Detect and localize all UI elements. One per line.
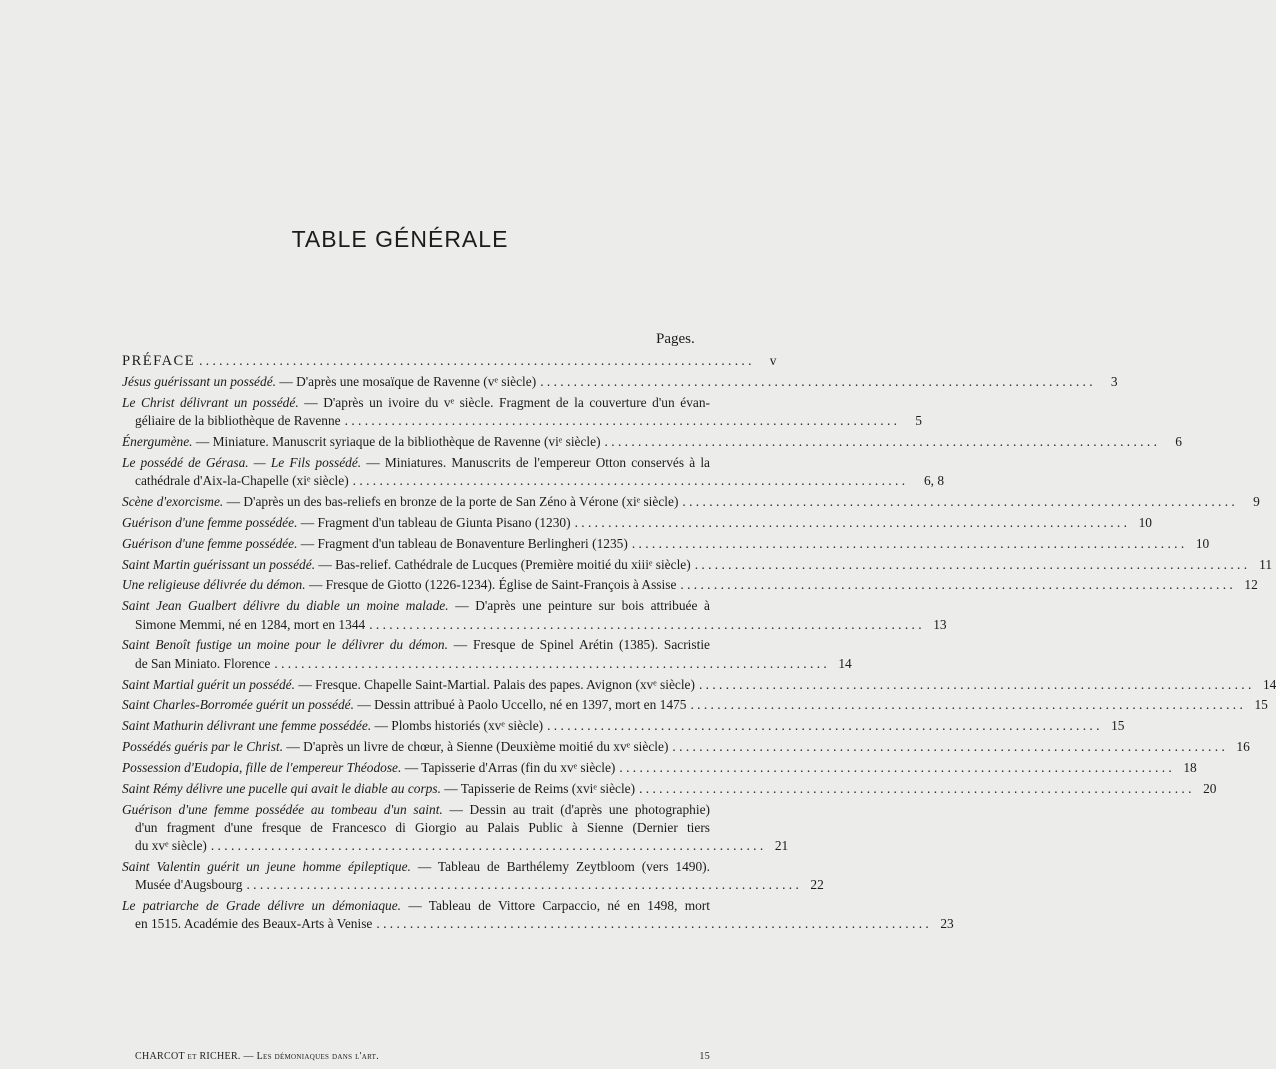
dot-leader — [690, 696, 1242, 714]
page-number: 6 — [1175, 433, 1182, 449]
dot-leader — [619, 759, 1171, 777]
page-number: 6, 8 — [923, 472, 945, 488]
page-number: 15 — [1254, 697, 1268, 713]
entry-description: — Tableau de Vittore Carpaccio, né en 1498, mort — [408, 898, 710, 914]
dot-leader — [211, 837, 763, 855]
dot-leader — [605, 433, 1157, 451]
entry-title: Une religieuse délivrée du démon. — [122, 577, 306, 593]
entry-title: Saint Valentin guérit un jeune homme épileptique. — [122, 859, 411, 875]
pages-column-label: Pages. — [656, 331, 695, 347]
entry-description: — Miniature. Manuscrit syriaque de la bibliothèque de Ravenne (viᵉ siècle) — [195, 433, 601, 449]
toc-entry — [122, 576, 1258, 594]
toc-entry — [122, 801, 789, 856]
dot-leader — [274, 655, 826, 673]
entry-title: Le possédé de Gérasa. — Le Fils possédé. — [122, 454, 362, 470]
entry-description: — Bas-relief. Cathédrale de Lucques (Première moitié du xiiiᵉ siècle) — [318, 556, 691, 572]
page-number: 10 — [1138, 514, 1152, 530]
entry-description: géliaire de la bibliothèque de Ravenne — [135, 412, 341, 428]
entry-description: d'un fragment d'une fresque de Francesco di Giorgio au Palais Public à Sienne (Dernier tiers — [135, 820, 710, 836]
entry-description: — D'après un des bas-reliefs en bronze de la porte de San Zéno à Vérone (xiᵉ siècle) — [226, 493, 679, 509]
entry-description: — Miniatures. Manuscrits de l'empereur Otton conservés à la — [366, 454, 710, 470]
table-of-contents — [122, 352, 1276, 936]
dot-leader — [680, 576, 1232, 594]
dot-leader — [353, 472, 905, 490]
entry-description: — D'après un ivoire du vᵉ siècle. Fragment de la couverture d'un évan- — [304, 394, 710, 410]
toc-entry — [122, 394, 922, 430]
entry-description: Simone Memmi, né en 1284, mort en 1344 — [135, 616, 366, 632]
entry-title: Possédés guéris par le Christ. — [122, 739, 284, 755]
entry-description: — Fragment d'un tableau de Giunta Pisano (1230) — [300, 514, 571, 530]
entry-description: — Fresque de Giotto (1226-1234). Église de Saint-François à Assise — [308, 577, 677, 593]
entry-description: — D'après un livre de chœur, à Sienne (Deuxième moitié du xvᵉ siècle) — [286, 739, 669, 755]
entry-title: Saint Martial guérit un possédé. — [122, 676, 295, 692]
entry-description: — Tapisserie d'Arras (fin du xvᵉ siècle) — [404, 760, 616, 776]
entry-description: cathédrale d'Aix-la-Chapelle (xiᵉ siècle) — [135, 472, 349, 488]
toc-entry — [122, 454, 945, 490]
entry-title: Scène d'exorcisme. — [122, 493, 224, 509]
dot-leader — [540, 373, 1092, 391]
page-number: 12 — [1244, 577, 1258, 593]
toc-entry — [122, 556, 1273, 574]
toc-entry — [122, 696, 1268, 714]
entry-description: — Dessin au trait (d'après une photographie) — [449, 801, 710, 817]
entry-title: Saint Jean Gualbert délivre du diable un moine malade. — [122, 598, 449, 614]
entry-description: — Plombs historiés (xvᵉ siècle) — [374, 718, 544, 734]
entry-title: Le Christ délivrant un possédé. — [122, 394, 299, 410]
entry-title: Saint Martin guérissant un possédé. — [122, 556, 316, 572]
entry-description: — Tapisserie de Reims (xviᵉ siècle) — [444, 780, 636, 796]
entry-title: Possession d'Eudopia, fille de l'empereur Théodose. — [122, 760, 402, 776]
dot-leader — [376, 915, 928, 933]
dot-leader — [246, 876, 798, 894]
toc-entry — [122, 514, 1152, 532]
page-number: 21 — [774, 838, 789, 854]
entry-description: — Fragment d'un tableau de Bonaventure Berlingheri (1235) — [300, 535, 628, 551]
entry-description: en 1515. Académie des Beaux-Arts à Venise — [135, 916, 373, 932]
entry-title: Guérison d'une femme possédée. — [122, 514, 298, 530]
page-number: 3 — [1110, 373, 1118, 389]
entry-title: Saint Charles-Borromée guérit un possédé. — [122, 697, 354, 713]
entry-description: — D'après une mosaïque de Ravenne (vᵉ siècle) — [279, 373, 537, 389]
footer-sheet-number: 15 — [699, 1051, 710, 1062]
toc-entry — [122, 493, 1260, 511]
footer-signature: CHARCOT et RICHER. — Les démoniaques dans l'art. — [135, 1051, 380, 1062]
entry-title: PRÉFACE — [122, 353, 196, 369]
toc-entry — [122, 738, 1250, 756]
page-number: 14 — [1262, 676, 1276, 692]
entry-description: — Dessin attribué à Paolo Uccello, né en 1397, mort en 1475 — [357, 697, 687, 713]
toc-entry — [122, 717, 1125, 735]
entry-description: — Fresque de Spinel Arétin (1385). Sacristie — [453, 637, 710, 653]
page-number: 22 — [810, 877, 824, 893]
entry-description: de San Miniato. Florence — [135, 655, 271, 671]
entry-title: Énergumène. — [122, 433, 193, 449]
page-number: 20 — [1203, 780, 1217, 796]
dot-leader — [695, 556, 1247, 574]
entry-description: du xvᵉ siècle) — [135, 838, 207, 854]
entry-title: Guérison d'une femme possédée. — [122, 535, 298, 551]
page-number: 18 — [1183, 760, 1197, 776]
toc-entry — [122, 597, 947, 633]
dot-leader — [547, 717, 1099, 735]
toc-entry — [122, 676, 1276, 694]
page-number: 15 — [1111, 718, 1125, 734]
toc-entry — [122, 373, 1118, 391]
toc-entry — [122, 897, 954, 933]
toc-entry — [122, 759, 1197, 777]
dot-leader — [369, 616, 921, 634]
page-title: TABLE GÉNÉRALE — [291, 226, 509, 252]
dot-leader — [199, 352, 751, 370]
dot-leader — [345, 412, 897, 430]
toc-entry — [122, 535, 1210, 553]
entry-description: — D'après une peinture sur bois attribuée à — [455, 598, 710, 614]
page-number: 13 — [933, 616, 947, 632]
entry-title: Le patriarche de Grade délivre un démoniaque. — [122, 898, 402, 914]
entry-title: Jésus guérissant un possédé. — [122, 373, 276, 389]
entry-description: — Fresque. Chapelle Saint-Martial. Palais des papes. Avignon (xvᵉ siècle) — [298, 676, 695, 692]
entry-description: Musée d'Augsbourg — [135, 877, 243, 893]
toc-entry — [122, 780, 1217, 798]
dot-leader — [699, 676, 1251, 694]
page-number: 11 — [1259, 556, 1273, 572]
page-number: v — [769, 353, 777, 368]
page-number: 9 — [1253, 493, 1260, 509]
page-number: 5 — [915, 412, 922, 428]
toc-entry — [122, 858, 824, 894]
toc-entry — [122, 636, 852, 672]
page-number: 14 — [838, 655, 852, 671]
dot-leader — [682, 493, 1234, 511]
page-number: 16 — [1236, 739, 1250, 755]
dot-leader — [672, 738, 1224, 756]
dot-leader — [639, 780, 1191, 798]
entry-title: Saint Benoît fustige un moine pour le délivrer du démon. — [122, 637, 448, 653]
entry-title: Guérison d'une femme possédée au tombeau d'un saint. — [122, 801, 443, 817]
page-number: 10 — [1195, 535, 1210, 551]
page-number: 23 — [940, 916, 954, 932]
page-footer — [135, 1051, 710, 1062]
entry-description: — Tableau de Barthélemy Zeytbloom (vers 1490). — [417, 859, 710, 875]
dot-leader — [575, 514, 1127, 532]
entry-title: Saint Mathurin délivrant une femme possédée. — [122, 718, 372, 734]
toc-entry — [122, 433, 1182, 451]
toc-entry — [122, 352, 777, 370]
dot-leader — [632, 535, 1184, 553]
entry-title: Saint Rémy délivre une pucelle qui avait le diable au corps. — [122, 780, 441, 796]
